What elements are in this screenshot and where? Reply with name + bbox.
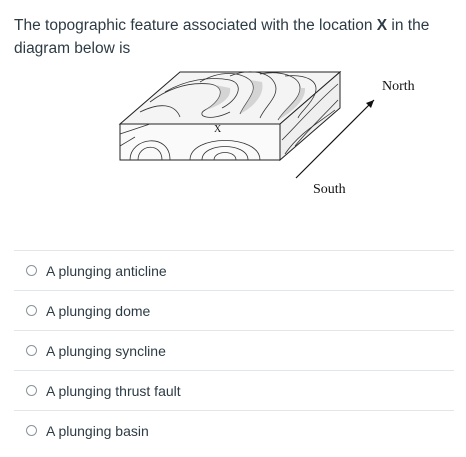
option-label: A plunging anticline [46, 262, 167, 279]
option-label: A plunging thrust fault [46, 382, 181, 399]
north-label: North [382, 79, 415, 94]
radio-button-icon[interactable] [26, 305, 37, 316]
option-label: A plunging basin [46, 422, 149, 439]
radio-button-icon[interactable] [26, 385, 37, 396]
option-plunging-basin[interactable] [14, 411, 454, 450]
option-plunging-anticline[interactable] [14, 251, 454, 291]
radio-button-icon[interactable] [26, 265, 37, 276]
north-arrow [290, 92, 380, 182]
question-text-end: in the diagram below is [14, 17, 430, 57]
answer-options [14, 250, 454, 450]
radio-button-icon[interactable] [26, 345, 37, 356]
location-x-marker: X [214, 124, 222, 135]
option-plunging-syncline[interactable] [14, 331, 454, 371]
question-marker: X [376, 17, 388, 34]
radio-button-icon[interactable] [26, 425, 37, 436]
south-label: South [313, 182, 346, 197]
question-text-start: The topographic feature associated with the location [14, 17, 377, 34]
option-label: A plunging dome [46, 302, 151, 319]
option-plunging-thrust-fault[interactable] [14, 371, 454, 411]
question-text [14, 14, 454, 60]
option-label: A plunging syncline [46, 342, 166, 359]
option-plunging-dome[interactable] [14, 291, 454, 331]
